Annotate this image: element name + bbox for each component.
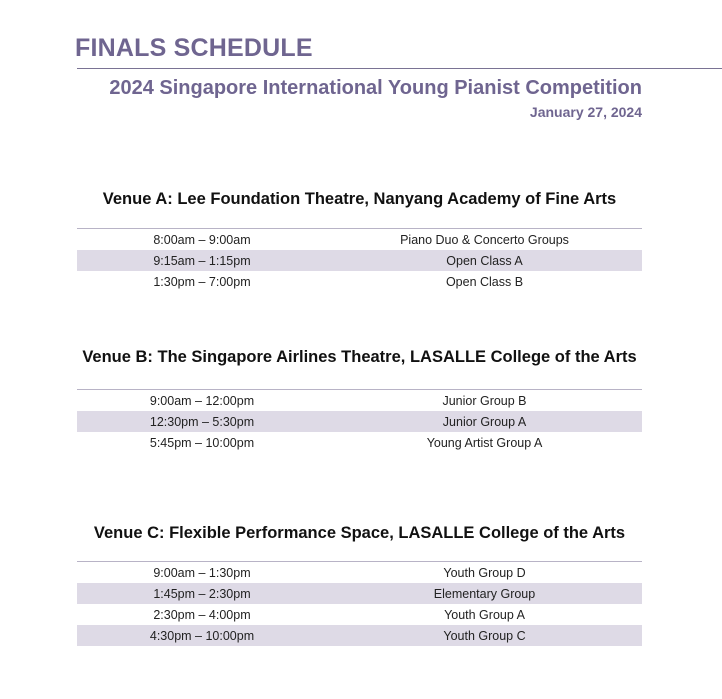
venue-c-heading: Venue C: Flexible Performance Space, LASALLE College of the Arts — [93, 524, 626, 542]
group-cell: Youth Group A — [444, 607, 525, 622]
group-cell: Piano Duo & Concerto Groups — [400, 232, 569, 247]
title-divider — [77, 68, 722, 69]
group-cell: Open Class B — [445, 274, 524, 289]
time-cell: 9:15am – 1:15pm — [153, 253, 251, 268]
time-cell: 12:30pm – 5:30pm — [149, 414, 255, 429]
table-row — [77, 432, 642, 453]
venue-a-heading: Venue A: Lee Foundation Theatre, Nanyang Academy of Fine Arts — [102, 190, 617, 208]
event-date: January 27, 2024 — [529, 104, 642, 120]
table-row — [77, 250, 642, 271]
time-cell: 9:00am – 12:00pm — [149, 393, 255, 408]
table-row — [77, 625, 642, 646]
table-row — [77, 271, 642, 292]
group-cell: Youth Group C — [443, 628, 526, 643]
group-cell: Junior Group B — [442, 393, 527, 408]
group-cell: Junior Group A — [442, 414, 527, 429]
time-cell: 5:45pm – 10:00pm — [149, 435, 255, 450]
venue-b-schedule-table — [77, 389, 642, 453]
time-cell: 8:00am – 9:00am — [153, 232, 251, 247]
venue-a-schedule-table — [77, 228, 642, 292]
time-cell: 9:00am – 1:30pm — [153, 565, 251, 580]
group-cell: Youth Group D — [443, 565, 526, 580]
group-cell: Young Artist Group A — [426, 435, 543, 450]
group-cell: Elementary Group — [433, 586, 536, 601]
competition-subtitle: 2024 Singapore International Young Pianist Competition — [109, 77, 642, 99]
time-cell: 1:45pm – 2:30pm — [153, 586, 251, 601]
table-row — [77, 583, 642, 604]
table-row — [77, 562, 642, 583]
time-cell: 4:30pm – 10:00pm — [149, 628, 255, 643]
table-row — [77, 411, 642, 432]
table-row — [77, 390, 642, 411]
time-cell: 1:30pm – 7:00pm — [153, 274, 251, 289]
venue-b-heading: Venue B: The Singapore Airlines Theatre, LASALLE College of the Arts — [82, 348, 637, 366]
table-row — [77, 229, 642, 250]
page-title: FINALS SCHEDULE — [75, 34, 313, 62]
time-cell: 2:30pm – 4:00pm — [153, 607, 251, 622]
group-cell: Open Class A — [446, 253, 523, 268]
venue-c-schedule-table — [77, 561, 642, 646]
table-row — [77, 604, 642, 625]
